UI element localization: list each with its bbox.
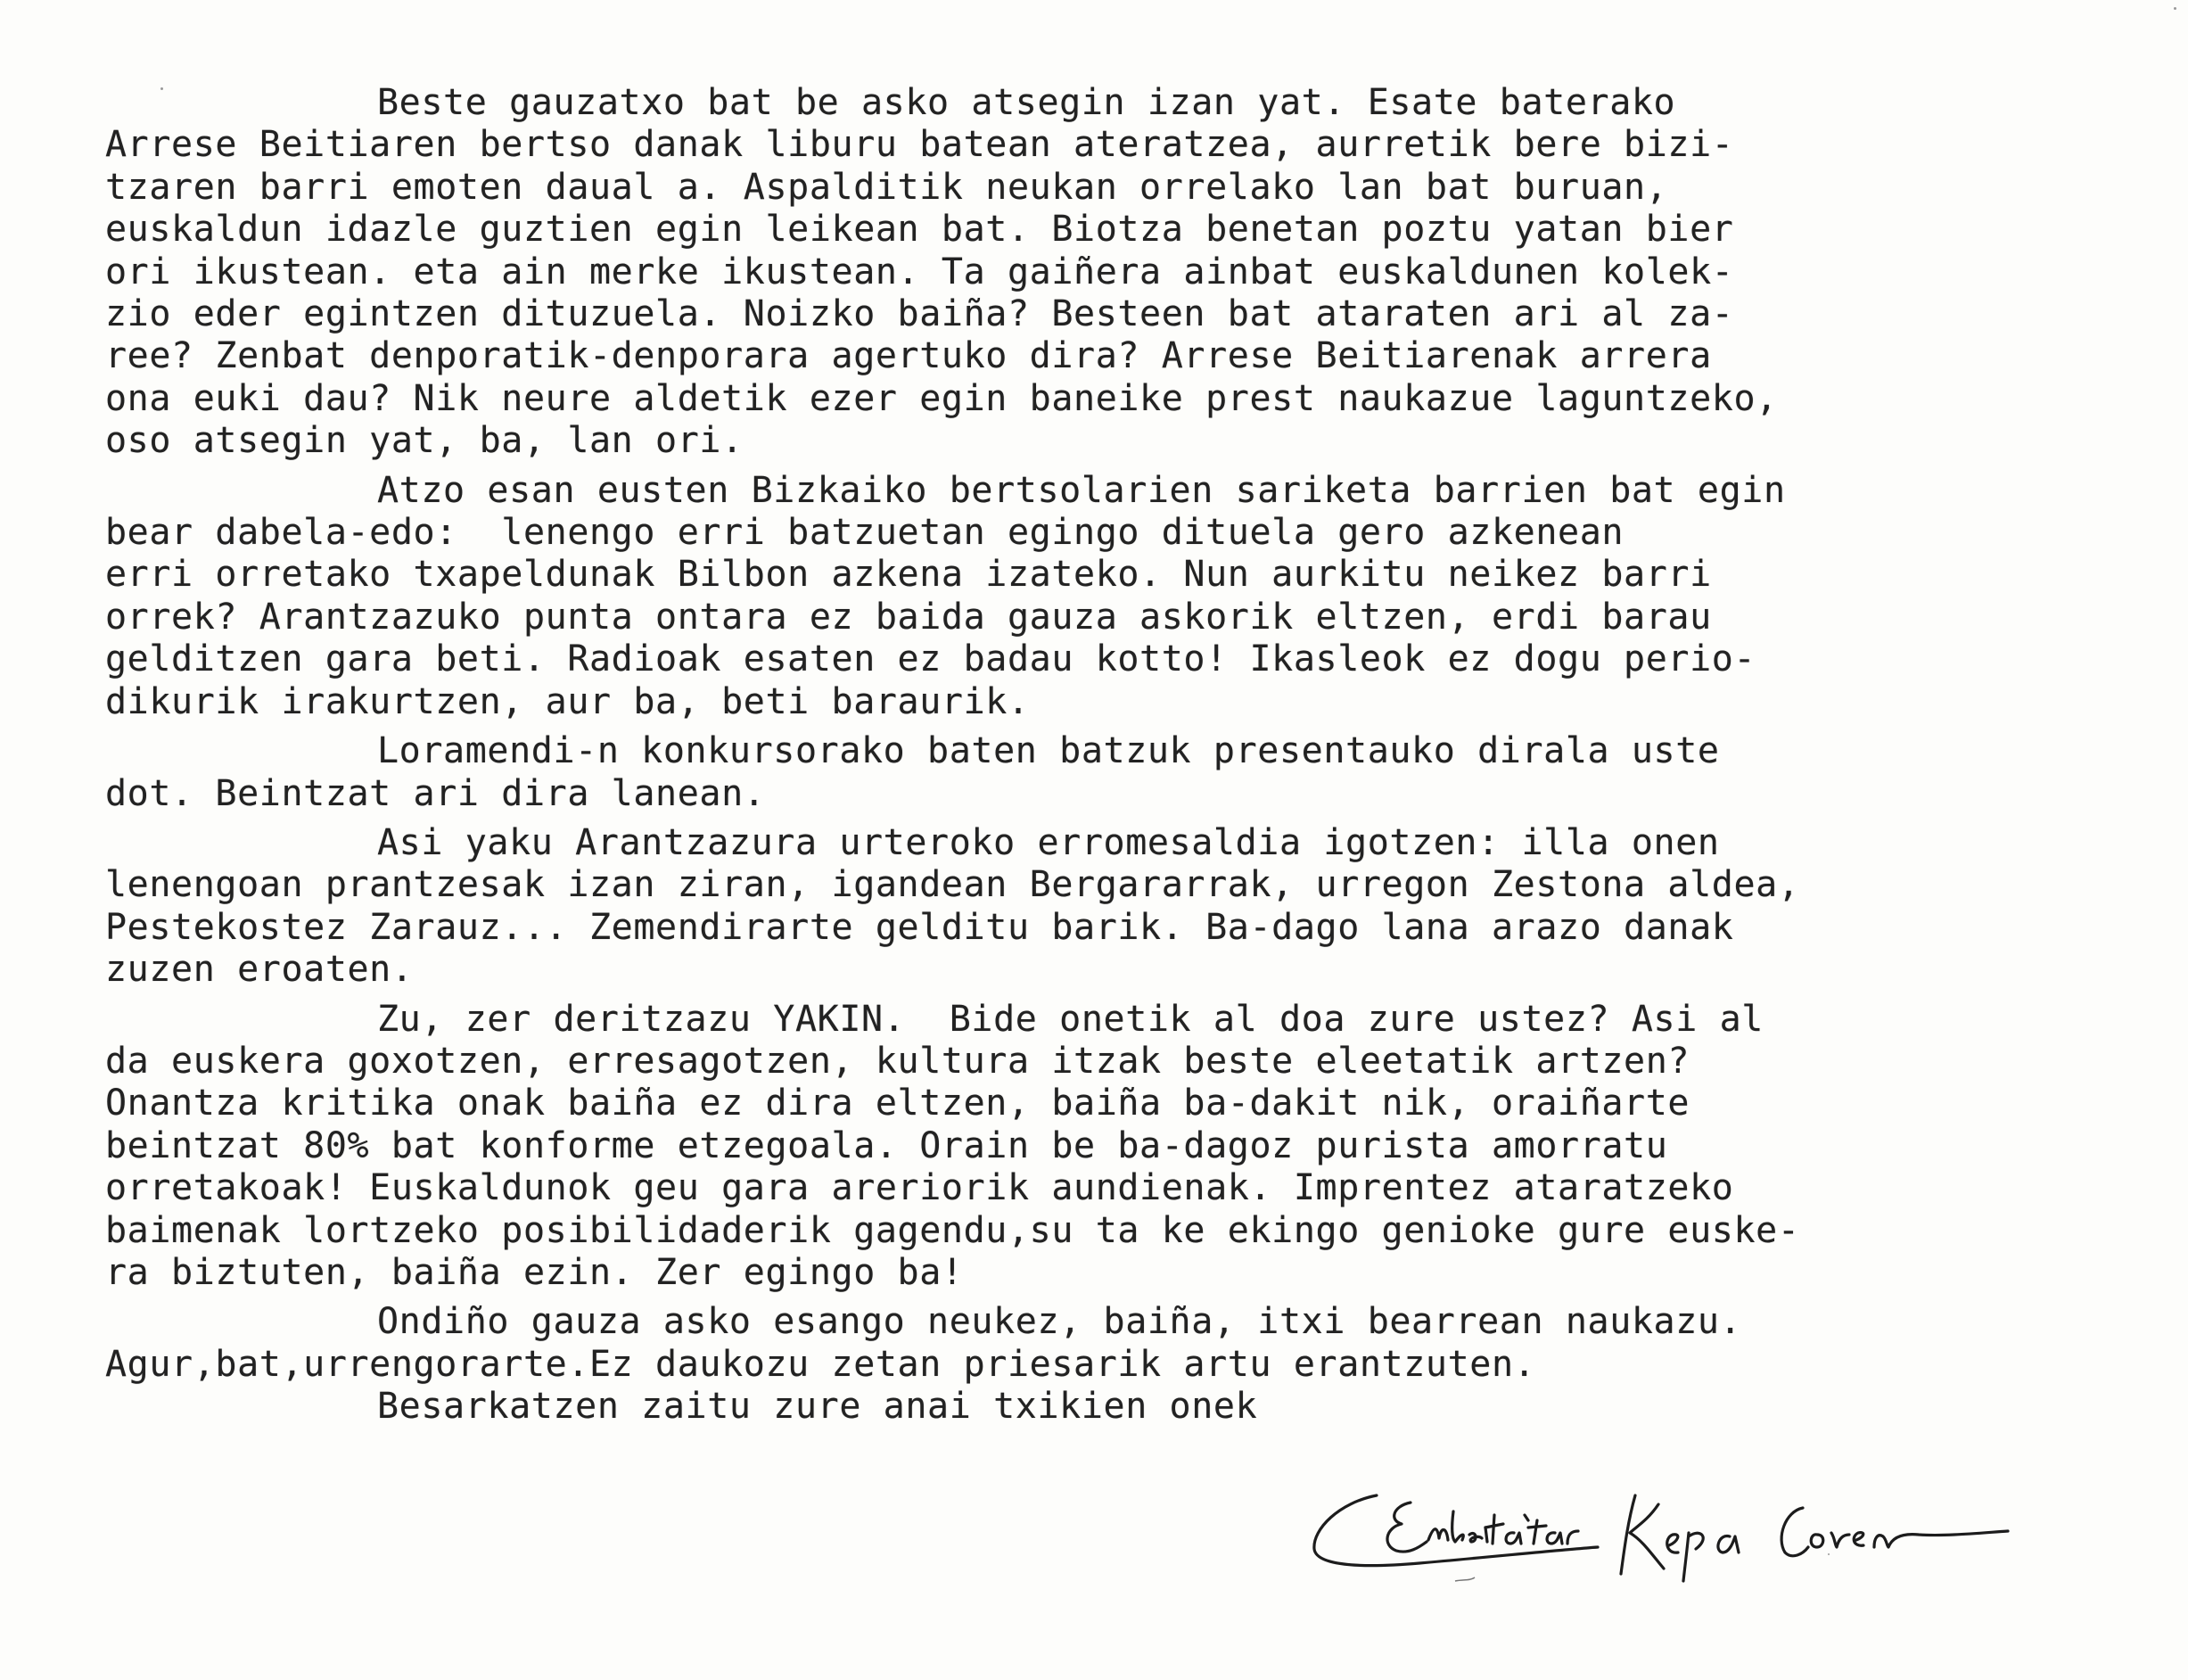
text-line: Zu, zer deritzazu YAKIN. Bide onetik al doa zure ustez? Asi al	[377, 998, 1764, 1040]
text-line: oso atsegin yat, ba, lan ori.	[105, 420, 744, 462]
text-line: orrek? Arantzazuko punta ontara ez baida gauza askorik eltzen, erdi barau	[105, 596, 1712, 638]
paragraph-3	[105, 730, 2165, 815]
paper-speck	[1828, 1553, 1830, 1555]
text-line: Beste gauzatxo bat be asko atsegin izan yat. Esate baterako	[377, 82, 1676, 123]
letter-body	[105, 82, 2165, 1429]
paragraph-5	[105, 999, 2165, 1295]
text-line: gelditzen gara beti. Radioak esaten ez badau kotto! Ikasleok ez dogu perio-	[105, 638, 1756, 680]
text-line: zio eder egintzen dituzuela. Noizko baiña? Besteen bat ataraten ari al za-	[105, 293, 1734, 335]
text-line: Onantza kritika onak baiña ez dira eltzen, baiña ba-dakit nik, oraiñarte	[105, 1083, 1690, 1124]
paper-speck	[2174, 7, 2176, 10]
text-line: bear dabela-edo: lenengo erri batzuetan egingo dituela gero azkenean	[105, 512, 1625, 554]
text-line: euskaldun idazle guztien egin leikean bat. Biotza benetan poztu yatan bier	[105, 209, 1734, 251]
paragraph-2	[105, 470, 2165, 723]
text-line: erri orretako txapeldunak Bilbon azkena izateko. Nun aurkitu neikez barri	[105, 554, 1712, 596]
handwritten-signature	[1304, 1476, 2017, 1592]
text-line: Atzo esan eusten Bizkaiko bertsolarien sariketa barrien bat egin	[377, 469, 1786, 511]
text-line: da euskera goxotzen, erresagotzen, kultura itzak beste eleetatik artzen?	[105, 1040, 1690, 1082]
paragraph-6	[105, 1301, 2165, 1386]
text-line: ona euki dau? Nik neure aldetik ezer egin baneike prest naukazue laguntzeko,	[105, 377, 1778, 419]
text-line: baimenak lortzeko posibilidaderik gagendu,su ta ke ekingo genioke gure euske-	[105, 1209, 1800, 1251]
paragraph-4	[105, 822, 2165, 992]
text-line: zuzen eroaten.	[105, 949, 414, 991]
text-line: Pestekostez Zarauz... Zemendirarte gelditu barik. Ba-dago lana arazo danak	[105, 906, 1734, 948]
text-line: Asi yaku Arantzazura urteroko erromesaldia igotzen: illa onen	[377, 821, 1720, 863]
text-line: Ondiño gauza asko esango neukez, baiña, itxi bearrean naukazu.	[377, 1301, 1742, 1343]
text-line: Arrese Beitiaren bertso danak liburu batean ateratzea, aurretik bere bizi-	[105, 124, 1734, 166]
text-line: ori ikustean. eta ain merke ikustean. Ta gaiñera ainbat euskaldunen kolek-	[105, 251, 1734, 292]
paragraph-1	[105, 82, 2165, 463]
closing-line: Besarkatzen zaitu zure anai txikien onek	[377, 1386, 1258, 1428]
text-line: Loramendi-n konkursorako baten batzuk presentauko dirala uste	[377, 730, 1720, 772]
paper-speck	[160, 87, 163, 90]
text-line: ree? Zenbat denporatik-denporara agertuko dira? Arrese Beitiarenak arrera	[105, 335, 1712, 377]
text-line: dot. Beintzat ari dira lanean.	[105, 772, 766, 814]
text-line: ra biztuten, baiña ezin. Zer egingo ba!	[105, 1251, 964, 1293]
text-line: orretakoak! Euskaldunok geu gara areriorik aundienak. Imprentez ataratzeko	[105, 1167, 1734, 1209]
text-line: Agur,bat,urrengorarte.Ez daukozu zetan priesarik artu erantzuten.	[105, 1343, 1536, 1385]
text-line: beintzat 80% bat konforme etzegoala. Orain be ba-dagoz purista amorratu	[105, 1124, 1668, 1166]
text-line: dikurik irakurtzen, aur ba, beti baraurik.	[105, 680, 1030, 722]
text-line: lenengoan prantzesak izan ziran, igandean Bergararrak, urregon Zestona aldea,	[105, 864, 1800, 906]
text-line: tzaren barri emoten daual a. Aspalditik neukan orrelako lan bat buruan,	[105, 166, 1668, 208]
